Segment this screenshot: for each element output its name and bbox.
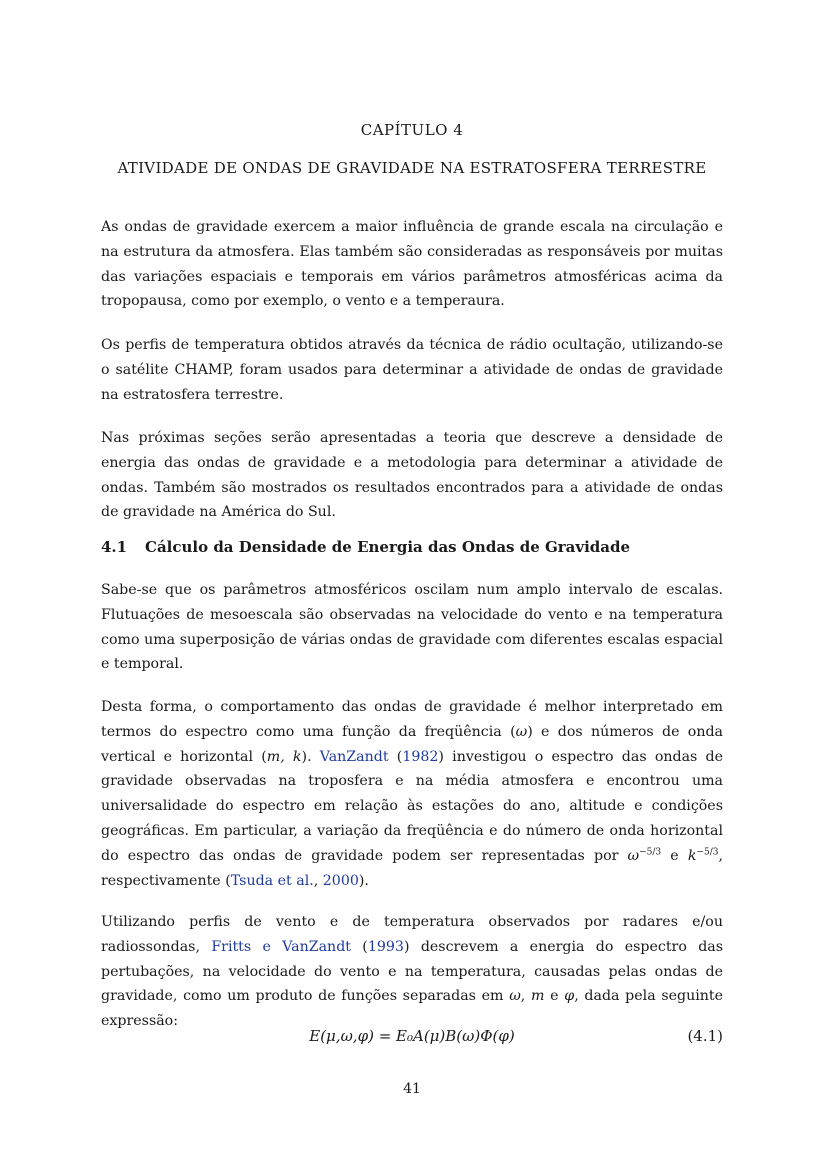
math-exponent: −5/3 — [696, 847, 719, 858]
paragraph-energy — [101, 910, 723, 1034]
citation-link-author[interactable]: Fritts e VanZandt — [211, 938, 351, 955]
chapter-label: CAPÍTULO 4 — [360, 121, 464, 139]
text-run: , — [520, 988, 531, 1005]
citation-link-year[interactable]: 1982 — [402, 748, 439, 765]
citation-link-year[interactable]: 2000 — [322, 872, 359, 889]
text-run: ) — [438, 748, 444, 765]
text-run: , — [313, 872, 323, 889]
text-run: ( — [388, 748, 403, 765]
math-exponent: −5/3 — [639, 847, 662, 858]
paragraph-spectrum — [101, 695, 723, 893]
paragraph-method: Os perfis de temperatura obtidos através da técnica de rádio ocultação, utilizando-se o satélite CHAMP, foram usados para determinar a atividade de ondas de gravidade na estratosfera terrestre. — [101, 337, 723, 403]
equation — [101, 1027, 723, 1051]
text-run: ( — [350, 938, 368, 955]
section-number: 4.1 — [101, 538, 128, 556]
page-number: 41 — [403, 1081, 421, 1097]
equation-expression: E(μ,ω,φ) = E₀A(μ)B(ω)Φ(φ) — [309, 1027, 515, 1045]
text-run: , dada pela seguinte expressão: — [101, 988, 724, 1030]
math-omega: ω — [515, 723, 528, 740]
citation-link-author[interactable]: Tsuda et al. — [230, 872, 314, 889]
math-k: k — [687, 847, 697, 864]
text-run: e — [661, 847, 688, 864]
chapter-title: ATIVIDADE DE ONDAS DE GRAVIDADE NA ESTRATOSFERA TERRESTRE — [117, 159, 707, 177]
text-run: , respectivamente ( — [101, 847, 723, 889]
section-title: Cálculo da Densidade de Energia das Ondas de Gravidade — [145, 538, 631, 556]
math-m: m — [531, 988, 545, 1005]
text-run: Desta forma, o comportamento das ondas de gravidade é melhor interpretado em termos do espectro como uma função da freqüência ( — [101, 699, 723, 740]
citation-link-year[interactable]: 1993 — [367, 938, 404, 955]
paragraph-outline: Nas próximas seções serão apresentadas a teoria que descreve a densidade de energia das ondas de gravidade e a metodologia para determinar a atividade de ondas. Também são mostrados os resultados encontrados para a atividade de ondas de gravidade na América do Sul. — [101, 430, 723, 521]
text-run: ). — [301, 748, 320, 765]
text-run: ) — [403, 938, 410, 955]
citation-link-author[interactable]: VanZandt — [319, 748, 389, 765]
math-omega: ω — [509, 988, 521, 1005]
equation-number: (4.1) — [687, 1027, 723, 1045]
text-run: descrevem a energia do espectro das pertubações, na velocidade do vento e na temperatura, causadas pelas ondas de gravidade, como um produto de funções separadas em — [101, 938, 724, 1005]
paragraph-intro: As ondas de gravidade exercem a maior influência de grande escala na circulação e na estrutura da atmosfera. Elas também são consideradas as responsáveis por muitas das variações espaciais e temporais em vários parâmetros atmosféricas acima da tropopausa, como por exemplo, o vento e a temperaura. — [101, 219, 723, 310]
paragraph-scales: Sabe-se que os parâmetros atmosféricos oscilam num amplo intervalo de escalas. Flutuações de mesoescala são observadas na velocidade do vento e na temperatura como uma superposição de várias ondas de gravidade com diferentes escalas espacial e temporal. — [101, 582, 723, 673]
text-run: e — [544, 988, 565, 1005]
section-heading — [101, 538, 723, 556]
text-run: Utilizando perfis de vento e de temperatura observados por radares e/ou radiossondas, — [101, 914, 723, 955]
text-run: ) e dos números de onda vertical e horizontal ( — [101, 723, 724, 765]
text-run: ). — [358, 872, 369, 889]
math-m-k: m, k — [266, 748, 302, 765]
math-omega: ω — [627, 847, 640, 864]
text-run: investigou o espectro das ondas de gravidade observadas na troposfera e na média atmosfera e encontrou uma universalidade do espectro em relação às estações do ano, altitude e condições geográficas. Em particular, a variação da freqüência e do número de onda horizontal do espectro das ondas de gravidade podem ser representadas por — [101, 748, 724, 864]
math-phi: φ — [564, 988, 575, 1005]
document-page — [101, 0, 723, 1169]
